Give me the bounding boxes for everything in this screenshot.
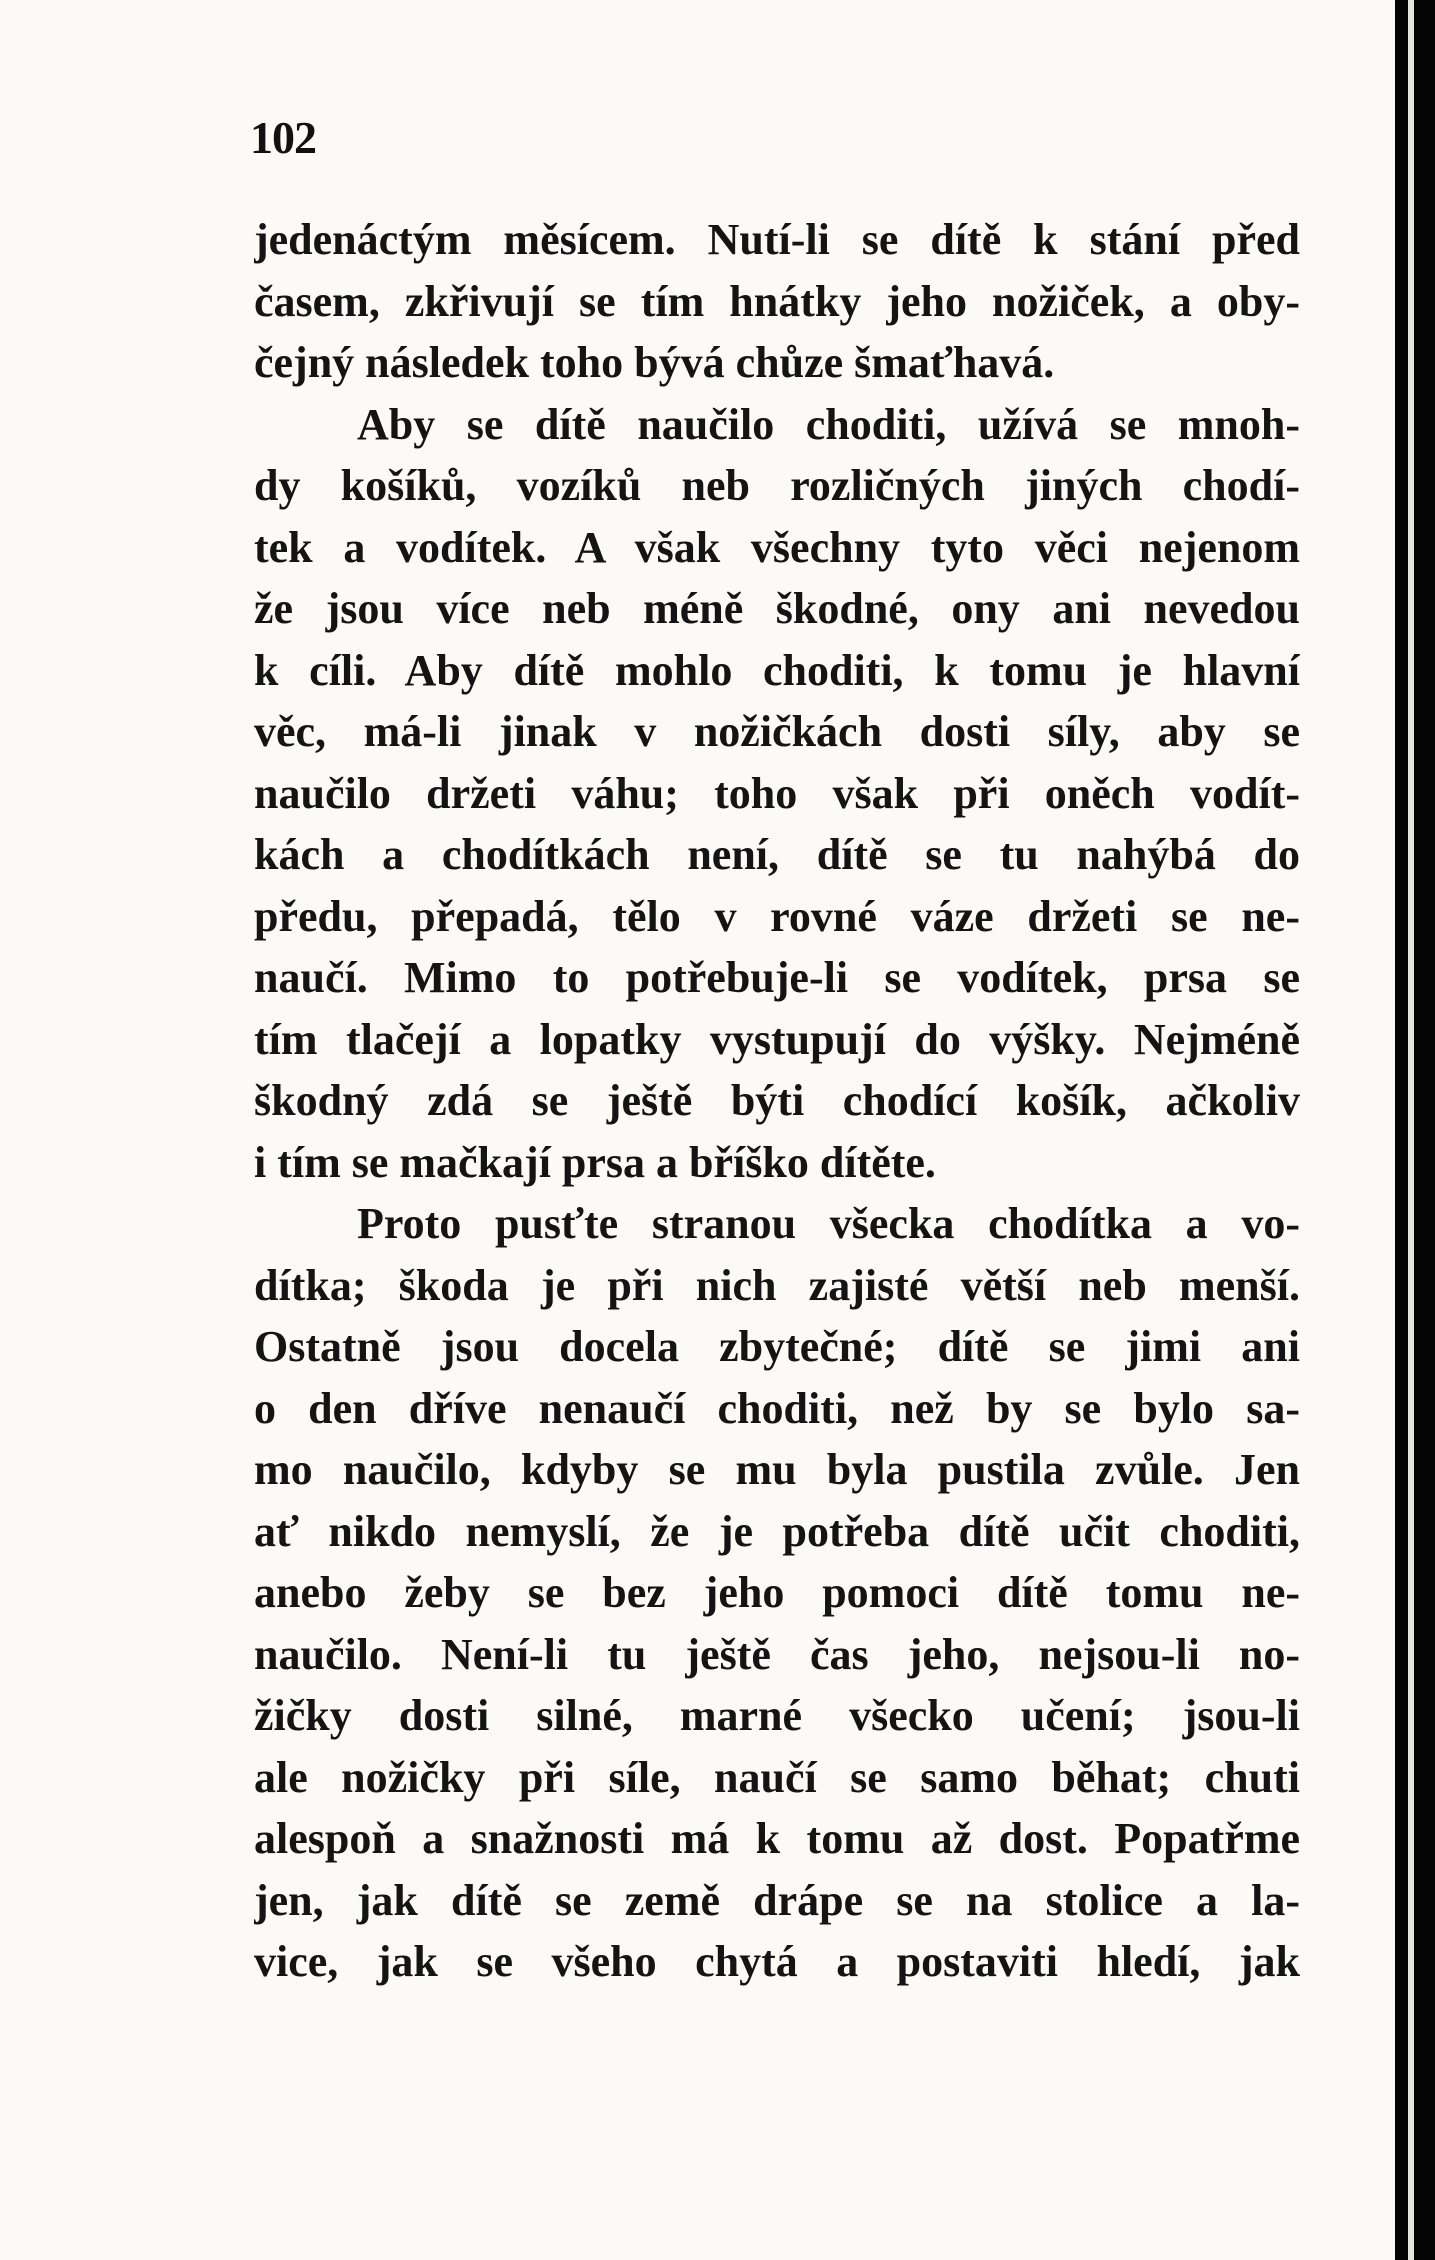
text-line: alespoň a snažnosti má k tomu až dost. Popatřme: [254, 1814, 1300, 1863]
text-line: tím tlačejí a lopatky vystupují do výšky. Nejméně: [254, 1014, 1300, 1064]
text-line: naučí. Mimo to potřebuje-li se vodítek, prsa se: [254, 953, 1300, 1002]
text-line: naučilo. Není-li tu ještě čas jeho, nejsou-li no-: [254, 1629, 1300, 1679]
text-line: naučilo držeti váhu; toho však při oněch vodít-: [254, 768, 1300, 818]
text-line: i tím se mačkají prsa a bříško dítěte.: [254, 1137, 936, 1187]
text-line: k cíli. Aby dítě mohlo choditi, k tomu je hlavní: [254, 645, 1300, 695]
text-line: ale nožičky při síle, naučí se samo běhat; chuti: [254, 1752, 1300, 1802]
text-line: tek a vodítek. A však všechny tyto věci nejenom: [254, 522, 1300, 572]
text-line: kách a chodítkách není, dítě se tu nahýbá do: [254, 830, 1300, 879]
text-line: o den dříve nenaučí choditi, než by se bylo sa-: [254, 1383, 1300, 1433]
paragraph-start-line: Proto pusťte stranou všecka chodítka a vo-: [357, 1199, 1300, 1248]
text-line: anebo žeby se bez jeho pomoci dítě tomu ne-: [254, 1568, 1300, 1617]
paragraph-start-line: Aby se dítě naučilo choditi, užívá se mnoh-: [357, 399, 1300, 449]
page-edge-shadow: [1395, 0, 1435, 2260]
text-line: dy košíků, vozíků neb rozličných jiných chodí-: [254, 461, 1300, 510]
text-line: mo naučilo, kdyby se mu byla pustila zvůle. Jen: [254, 1445, 1300, 1494]
text-line: jen, jak dítě se země drápe se na stolice a la-: [254, 1875, 1300, 1925]
adjacent-page-edge: [1408, 0, 1414, 2260]
text-line: dítka; škoda je při nich zajisté větší neb menší.: [254, 1260, 1300, 1310]
text-line: že jsou více neb méně škodné, ony ani nevedou: [254, 584, 1300, 633]
text-line: věc, má-li jinak v nožičkách dosti síly, aby se: [254, 707, 1300, 756]
text-line: Ostatně jsou docela zbytečné; dítě se jimi ani: [254, 1322, 1300, 1371]
text-line: žičky dosti silné, marné všecko učení; jsou-li: [254, 1691, 1300, 1740]
text-line: vice, jak se všeho chytá a postaviti hledí, jak: [254, 1937, 1300, 1986]
text-line: škodný zdá se ještě býti chodící košík, ačkoliv: [254, 1076, 1300, 1125]
page-number: 102: [250, 112, 316, 163]
text-line: časem, zkřivují se tím hnátky jeho nožiček, a oby-: [254, 276, 1300, 326]
text-line: ať nikdo nemyslí, že je potřeba dítě učit choditi,: [254, 1506, 1300, 1556]
text-line: předu, přepadá, tělo v rovné váze držeti se ne-: [254, 891, 1300, 941]
text-line: jedenáctým měsícem. Nutí-li se dítě k stání před: [254, 215, 1300, 264]
text-line: čejný následek toho bývá chůze šmaťhavá.: [254, 338, 1055, 387]
